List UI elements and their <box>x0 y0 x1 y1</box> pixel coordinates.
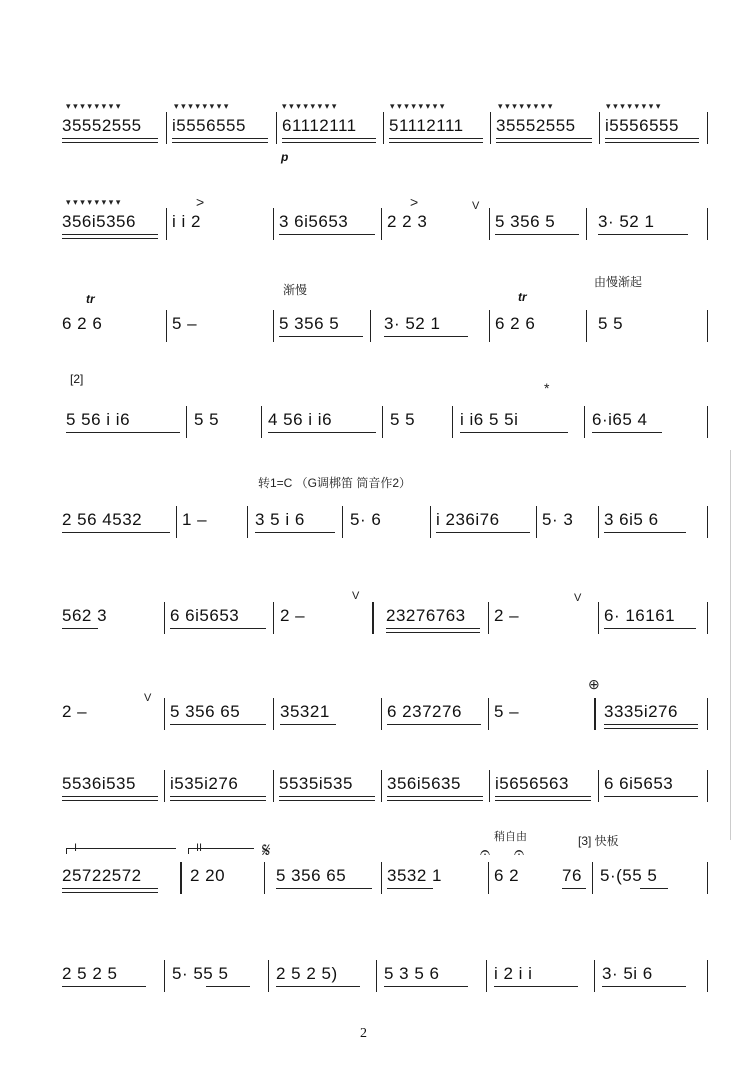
measure: 5 356 5 <box>495 212 556 231</box>
measure: i i6 5 5i <box>460 410 519 429</box>
measure: i535i276 <box>170 774 239 793</box>
measure: 562 3 <box>62 606 108 625</box>
measure: 356i5356 <box>62 212 136 231</box>
accent-mark: > <box>410 194 419 210</box>
measure: 6 2 6 <box>62 314 103 333</box>
measure: 5 – <box>172 314 198 333</box>
measure: 2 5 2 5 <box>62 964 118 983</box>
tempo-marking: 渐慢 <box>283 283 308 297</box>
breath-mark: V <box>144 692 152 704</box>
measure: 5 356 65 <box>170 702 241 721</box>
segno-mark: 𝄋 <box>262 840 271 862</box>
page-number: 2 <box>360 1026 367 1041</box>
measure: 2 – <box>62 702 88 721</box>
breath-mark: V <box>574 592 582 604</box>
fermata-mark: 𝄐 <box>480 842 491 862</box>
measure: 6 237276 <box>387 702 462 721</box>
staff-row-5 <box>0 468 737 558</box>
measure: 5 5 <box>194 410 220 429</box>
measure: 3532 1 <box>387 866 442 885</box>
trill-mark: tr <box>518 290 527 304</box>
accent-marks: ▾▾▾▾▾▾▾▾ <box>66 197 123 207</box>
measure: 6 2 <box>494 866 520 885</box>
staff-row-6 <box>0 570 737 660</box>
accent-mark: > <box>196 194 205 210</box>
measure: 2 20 <box>190 866 226 885</box>
measure: 5· 6 <box>350 510 382 529</box>
measure: i5556555 <box>172 116 246 135</box>
measure: 6 2 6 <box>495 314 536 333</box>
measure: 5536i535 <box>62 774 136 793</box>
measure: 3 6i5 6 <box>604 510 659 529</box>
tempo-marking: [3] 快板 <box>578 834 619 848</box>
volta-1: I <box>74 842 78 854</box>
staff-row-7 <box>0 670 737 760</box>
measure: 3· 52 1 <box>384 314 441 333</box>
measure: 2 2 3 <box>387 212 428 231</box>
measure: 2 – <box>280 606 306 625</box>
accent-marks: ▾▾▾▾▾▾▾▾ <box>282 101 339 111</box>
measure: 5· 3 <box>542 510 574 529</box>
coda-mark: ⊕ <box>588 676 600 692</box>
measure: 5 3 5 6 <box>384 964 440 983</box>
tempo-marking: 稍自由 <box>494 831 527 843</box>
accent-marks: ▾▾▾▾▾▾▾▾ <box>390 101 447 111</box>
measure: 5 356 65 <box>276 866 347 885</box>
accent-marks: ▾▾▾▾▾▾▾▾ <box>174 101 231 111</box>
measure: i5556555 <box>605 116 679 135</box>
measure: 5 – <box>494 702 520 721</box>
key-change: 转1=C （G调梆笛 筒音作2） <box>258 476 412 490</box>
page-edge-line <box>730 450 731 840</box>
measure: 2 – <box>494 606 520 625</box>
measure: 5535i535 <box>279 774 353 793</box>
measure: 3335i276 <box>604 702 678 721</box>
breath-mark: V <box>472 200 480 212</box>
measure: 5 5 <box>598 314 624 333</box>
staff-row-4 <box>0 370 737 460</box>
measure: i 236i76 <box>436 510 500 529</box>
measure: i 2 i i <box>494 964 533 983</box>
measure: 61112111 <box>282 116 357 135</box>
measure: 35552555 <box>62 116 142 135</box>
measure: 3 5 i 6 <box>255 510 305 529</box>
measure: 51112111 <box>389 116 464 135</box>
measure: 5·(55 5 <box>600 866 658 885</box>
section-marker: [2] <box>70 372 84 386</box>
accent-marks: ▾▾▾▾▾▾▾▾ <box>66 101 123 111</box>
measure: 5 5 <box>390 410 416 429</box>
measure: 23276763 <box>386 606 466 625</box>
measure: 6 6i5653 <box>170 606 240 625</box>
measure: i i 2 <box>172 212 201 231</box>
measure: i5656563 <box>495 774 569 793</box>
measure: 2 56 4532 <box>62 510 143 529</box>
measure: 35552555 <box>496 116 576 135</box>
trill-mark: tr <box>86 292 95 306</box>
accent-marks: ▾▾▾▾▾▾▾▾ <box>498 101 555 111</box>
measure: 2 5 2 5) <box>276 964 338 983</box>
fermata-mark: 𝄐 <box>514 842 525 862</box>
measure: 6·i65 4 <box>592 410 648 429</box>
staff-row-9 <box>0 826 737 916</box>
measure: 6· 16161 <box>604 606 676 625</box>
measure: 1 – <box>182 510 208 529</box>
measure: 3· 5i 6 <box>602 964 653 983</box>
measure: 5 356 5 <box>279 314 340 333</box>
measure: 356i5635 <box>387 774 461 793</box>
measure: 4 56 i i6 <box>268 410 333 429</box>
dynamic-mark: p <box>281 150 289 164</box>
tempo-marking: 由慢渐起 <box>594 275 643 289</box>
measure: 3 6i5653 <box>279 212 349 231</box>
volta-2: II <box>196 842 203 854</box>
measure: 35321 <box>280 702 330 721</box>
measure: 3· 52 1 <box>598 212 655 231</box>
star-mark: * <box>544 380 550 396</box>
measure: 5 56 i i6 <box>66 410 131 429</box>
staff-row-3 <box>0 275 737 368</box>
measure: 6 6i5653 <box>604 774 674 793</box>
accent-marks: ▾▾▾▾▾▾▾▾ <box>606 101 663 111</box>
breath-mark: V <box>352 590 360 602</box>
measure: 25722572 <box>62 866 142 885</box>
measure: 76 <box>562 866 582 885</box>
staff-row-10 <box>0 944 737 1034</box>
measure: 5· 55 5 <box>172 964 229 983</box>
staff-row-1 <box>0 96 737 186</box>
